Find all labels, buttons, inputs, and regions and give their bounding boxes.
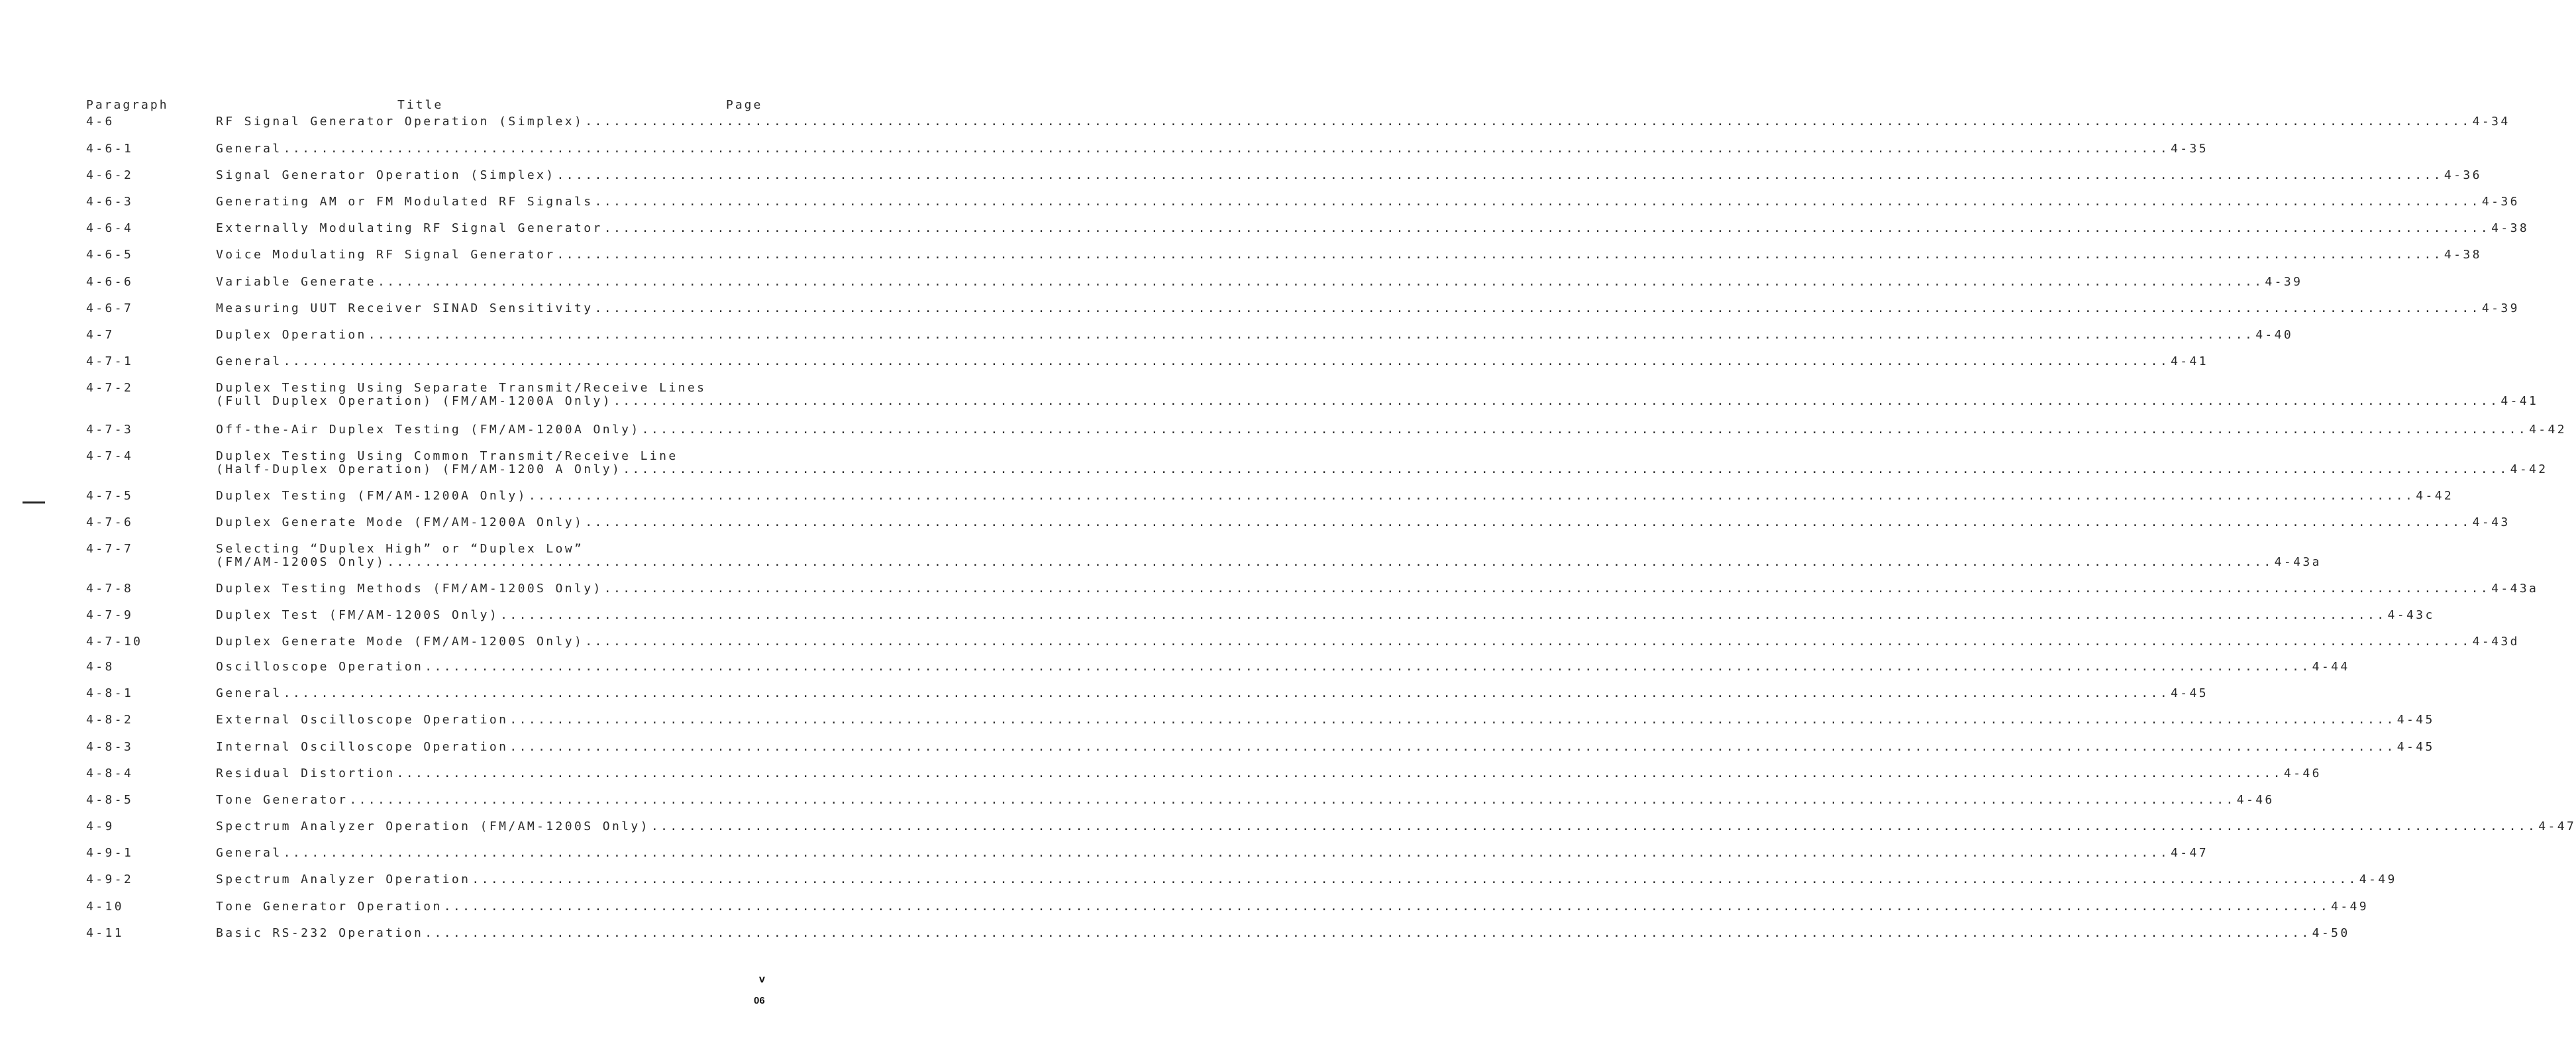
paragraph-number: 4-7-2 [86, 381, 134, 395]
page-number: 4-46 [2236, 793, 2275, 807]
footer-revision: 06 [754, 995, 765, 1006]
margin-change-bar [23, 501, 45, 503]
entry-title: Tone Generator Operation [216, 900, 442, 914]
paragraph-number: 4-6-6 [86, 275, 134, 289]
page-number: 4-44 [2312, 660, 2350, 674]
page-number: 4-39 [2481, 301, 2520, 315]
header-page: Page [726, 98, 763, 112]
entry-title: (Half-Duplex Operation) (FM/AM-1200 A Only) [216, 462, 622, 476]
paragraph-number: 4-7-9 [86, 608, 134, 622]
paragraph-number: 4-6-2 [86, 168, 134, 182]
page-number: 4-47 [2538, 819, 2576, 833]
page-number: 4-42 [2416, 489, 2454, 503]
paragraph-number: 4-7-5 [86, 489, 134, 503]
dot-leader: ........................................................................................................................................................................................................ [396, 766, 2283, 780]
dot-leader: ........................................................................................................................................................................................................ [509, 740, 2396, 754]
page-number: 4-49 [2359, 872, 2397, 886]
dot-leader: ........................................................................................................................................................................................................ [425, 660, 2311, 674]
entry-title: Basic RS-232 Operation [216, 926, 424, 940]
entry-title: Externally Modulating RF Signal Generator [216, 221, 603, 235]
page-number: 4-43d [2472, 635, 2520, 649]
entry-title: (Full Duplex Operation) (FM/AM-1200A Only) [216, 394, 612, 408]
dot-leader: ........................................................................................................................................................................................................ [603, 221, 2491, 235]
dot-leader: ........................................................................................................................................................................................................ [585, 115, 2471, 129]
paragraph-number: 4-9-1 [86, 846, 134, 860]
paragraph-number: 4-7-6 [86, 515, 134, 529]
paragraph-number: 4-8-4 [86, 766, 134, 780]
paragraph-number: 4-9-2 [86, 872, 134, 886]
footer-roman-page: v [759, 974, 765, 985]
dot-leader: ........................................................................................................................................................................................................ [500, 608, 2387, 622]
entry-title: Off-the-Air Duplex Testing (FM/AM-1200A Only) [216, 423, 641, 437]
page-number: 4-45 [2396, 713, 2435, 727]
entry-title: Tone Generator [216, 793, 348, 807]
entry-title: External Oscilloscope Operation [216, 713, 509, 727]
page-number: 4-45 [2171, 686, 2209, 700]
dot-leader: ........................................................................................................................................................................................................ [472, 872, 2358, 886]
dot-leader: ........................................................................................................................................................................................................ [509, 713, 2396, 727]
dot-leader: ........................................................................................................................................................................................................ [585, 515, 2471, 529]
paragraph-number: 4-6-5 [86, 248, 134, 262]
entry-title: General [216, 686, 282, 700]
entry-title: Generating AM or FM Modulated RF Signals [216, 195, 593, 209]
dot-leader: ........................................................................................................................................................................................................ [283, 686, 2170, 700]
header-title: Title [397, 98, 444, 112]
entry-title: Duplex Generate Mode (FM/AM-1200S Only) [216, 635, 584, 649]
paragraph-number: 4-8-1 [86, 686, 134, 700]
dot-leader: ........................................................................................................................................................................................................ [425, 926, 2311, 940]
paragraph-number: 4-7-7 [86, 542, 134, 556]
page-number: 4-43c [2387, 608, 2435, 622]
dot-leader: ........................................................................................................................................................................................................ [443, 900, 2330, 914]
entry-title: Residual Distortion [216, 766, 395, 780]
paragraph-number: 4-8-5 [86, 793, 134, 807]
entry-title: General [216, 142, 282, 156]
entry-title: Duplex Testing Methods (FM/AM-1200S Only) [216, 582, 603, 596]
page-number: 4-40 [2255, 328, 2294, 342]
page-number: 4-42 [2529, 423, 2567, 437]
paragraph-number: 4-7-4 [86, 449, 134, 463]
entry-title: Duplex Generate Mode (FM/AM-1200A Only) [216, 515, 584, 529]
page-number: 4-41 [2500, 394, 2539, 408]
entry-title: Selecting “Duplex High” or “Duplex Low” [216, 542, 584, 556]
dot-leader: ........................................................................................................................................................................................................ [528, 489, 2415, 503]
entry-title: Voice Modulating RF Signal Generator [216, 248, 556, 262]
dot-leader: ........................................................................................................................................................................................................ [283, 354, 2170, 368]
paragraph-number: 4-7-1 [86, 354, 134, 368]
entry-title: Signal Generator Operation (Simplex) [216, 168, 556, 182]
dot-leader: ........................................................................................................................................................................................................ [603, 582, 2491, 596]
entry-title: Duplex Test (FM/AM-1200S Only) [216, 608, 499, 622]
paragraph-number: 4-7-3 [86, 423, 134, 437]
entry-title: Duplex Testing (FM/AM-1200A Only) [216, 489, 527, 503]
paragraph-number: 4-10 [86, 900, 124, 914]
paragraph-number: 4-7 [86, 328, 115, 342]
dot-leader: ........................................................................................................................................................................................................ [368, 328, 2255, 342]
dot-leader: ........................................................................................................................................................................................................ [641, 423, 2528, 437]
page-number: 4-50 [2312, 926, 2350, 940]
entry-title: Oscilloscope Operation [216, 660, 424, 674]
page-number: 4-43a [2491, 582, 2539, 596]
dot-leader: ........................................................................................................................................................................................................ [594, 301, 2481, 315]
dot-leader: ........................................................................................................................................................................................................ [556, 248, 2443, 262]
page-number: 4-49 [2331, 900, 2369, 914]
entry-title: (FM/AM-1200S Only) [216, 555, 386, 569]
page-number: 4-43 [2472, 515, 2510, 529]
page-number: 4-34 [2472, 115, 2510, 129]
paragraph-number: 4-7-10 [86, 635, 143, 649]
dot-leader: ........................................................................................................................................................................................................ [387, 555, 2273, 569]
entry-title: RF Signal Generator Operation (Simplex) [216, 115, 584, 129]
page-number: 4-46 [2283, 766, 2322, 780]
page-number: 4-35 [2171, 142, 2209, 156]
page-number: 4-39 [2265, 275, 2303, 289]
entry-title: Variable Generate [216, 275, 377, 289]
dot-leader: ........................................................................................................................................................................................................ [585, 635, 2471, 649]
page-number: 4-38 [2491, 221, 2530, 235]
dot-leader: ........................................................................................................................................................................................................ [594, 195, 2481, 209]
entry-title: Duplex Operation [216, 328, 367, 342]
entry-title: Duplex Testing Using Separate Transmit/Receive Lines [216, 381, 707, 395]
paragraph-number: 4-9 [86, 819, 115, 833]
entry-title: General [216, 354, 282, 368]
entry-title: Spectrum Analyzer Operation (FM/AM-1200S Only) [216, 819, 650, 833]
paragraph-number: 4-6-4 [86, 221, 134, 235]
page-number: 4-36 [2444, 168, 2482, 182]
entry-title: Spectrum Analyzer Operation [216, 872, 471, 886]
page-number: 4-41 [2171, 354, 2209, 368]
dot-leader: ........................................................................................................................................................................................................ [349, 793, 2236, 807]
dot-leader: ........................................................................................................................................................................................................ [650, 819, 2538, 833]
entry-title: General [216, 846, 282, 860]
entry-title: Internal Oscilloscope Operation [216, 740, 509, 754]
entry-title: Duplex Testing Using Common Transmit/Receive Line [216, 449, 678, 463]
page-number: 4-36 [2481, 195, 2520, 209]
dot-leader: ........................................................................................................................................................................................................ [613, 394, 2500, 408]
paragraph-number: 4-8-3 [86, 740, 134, 754]
page-number: 4-38 [2444, 248, 2482, 262]
paragraph-number: 4-6-3 [86, 195, 134, 209]
paragraph-number: 4-8-2 [86, 713, 134, 727]
page-number: 4-42 [2510, 462, 2548, 476]
paragraph-number: 4-6-1 [86, 142, 134, 156]
page-number: 4-43a [2274, 555, 2322, 569]
page-number: 4-45 [2396, 740, 2435, 754]
paragraph-number: 4-8 [86, 660, 115, 674]
dot-leader: ........................................................................................................................................................................................................ [283, 142, 2170, 156]
paragraph-number: 4-11 [86, 926, 124, 940]
dot-leader: ........................................................................................................................................................................................................ [623, 462, 2509, 476]
dot-leader: ........................................................................................................................................................................................................ [378, 275, 2264, 289]
paragraph-number: 4-7-8 [86, 582, 134, 596]
header-paragraph: Paragraph [86, 98, 169, 112]
paragraph-number: 4-6 [86, 115, 115, 129]
page-number: 4-47 [2171, 846, 2209, 860]
entry-title: Measuring UUT Receiver SINAD Sensitivity [216, 301, 593, 315]
dot-leader: ........................................................................................................................................................................................................ [283, 846, 2170, 860]
dot-leader: ........................................................................................................................................................................................................ [556, 168, 2443, 182]
paragraph-number: 4-6-7 [86, 301, 134, 315]
